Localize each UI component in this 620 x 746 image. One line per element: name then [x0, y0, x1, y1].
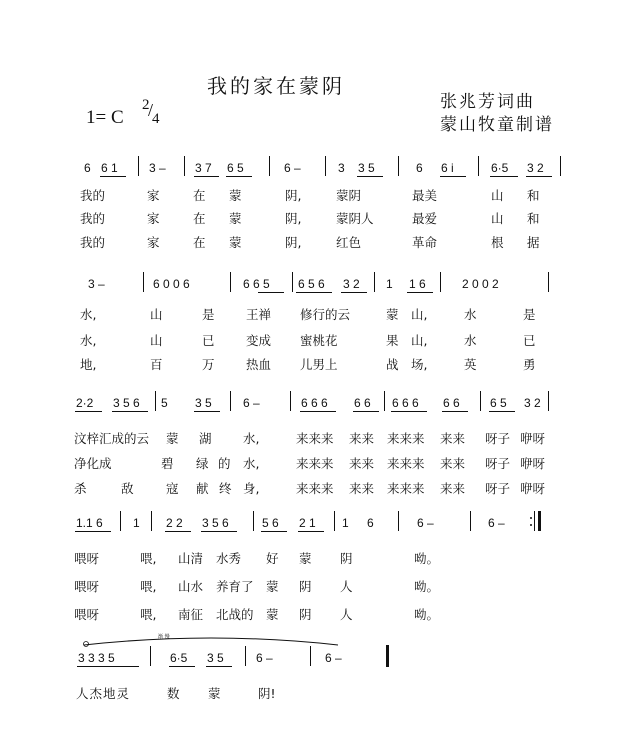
bar-line: [325, 156, 326, 176]
bar-line: [384, 391, 385, 411]
lyric: 蒙: [299, 551, 312, 566]
bar-line: [138, 156, 139, 176]
lyric: 水: [464, 333, 477, 348]
bar-line: [292, 272, 293, 292]
lyric: 水: [464, 307, 477, 322]
note-group: 6 5: [490, 396, 507, 410]
lyric: 数: [167, 686, 180, 701]
beam-line: [298, 531, 324, 532]
beam-line: [526, 176, 552, 177]
beam-line: [226, 176, 252, 177]
beam-line: [391, 411, 427, 412]
lyric: 和: [527, 188, 540, 203]
lyric: 呦。: [414, 551, 440, 566]
note-group: 1: [386, 277, 393, 291]
lyric: 山: [491, 188, 504, 203]
note-group: 1.1 6: [76, 516, 103, 530]
lyric: 来来来: [387, 456, 425, 471]
lyric: 家: [147, 211, 160, 226]
lyric: 家: [147, 235, 160, 250]
note-group: 3 5 6: [113, 396, 140, 410]
note-group: 1: [133, 516, 140, 530]
lyric: 阴: [299, 579, 312, 594]
note-group: 6 5 6: [298, 277, 325, 291]
note-group: 6: [367, 516, 374, 530]
note-group: 6 –: [243, 396, 260, 410]
beam-line: [353, 411, 379, 412]
lyric: 呀子: [485, 481, 511, 496]
beam-line: [490, 176, 518, 177]
lyric: 来来: [440, 456, 466, 471]
note-group: 6 –: [488, 516, 505, 530]
lyric: 阴: [299, 607, 312, 622]
note-group: 5: [161, 396, 168, 410]
bar-line: [398, 156, 399, 176]
lyric: 修行的云: [300, 307, 351, 322]
lyric: 阴!: [258, 686, 276, 701]
lyric: 根: [491, 235, 504, 250]
note-group: 3 7: [195, 161, 212, 175]
lyric: 来来: [349, 431, 375, 446]
note-group: 2 2: [166, 516, 183, 530]
lyric: 蒙: [386, 307, 399, 322]
lyric: 寇: [166, 481, 179, 496]
lyric: 献: [196, 481, 209, 496]
note-group: 6: [84, 161, 91, 175]
note-group: 3 5: [195, 396, 212, 410]
lyric: 来来: [349, 456, 375, 471]
beam-line: [112, 411, 148, 412]
lyric: 来来: [440, 481, 466, 496]
lyric: 红色: [336, 235, 362, 250]
beam-line: [201, 531, 237, 532]
beam-line: [206, 666, 232, 667]
note-group: 3 3 3 5: [78, 651, 115, 665]
bar-line: [230, 272, 231, 292]
lyric: 我的: [80, 188, 106, 203]
note-group: 3: [338, 161, 345, 175]
lyric: 革命: [412, 235, 438, 250]
lyric: 在: [193, 188, 206, 203]
note-group: 3 2: [524, 396, 541, 410]
lyric: 我的: [80, 235, 106, 250]
beam-line: [442, 411, 468, 412]
time-signature-bottom: 4: [152, 111, 160, 127]
note-group: 6 6 6: [301, 396, 328, 410]
beam-line: [261, 531, 287, 532]
lyric: 蒙阴人: [336, 211, 374, 226]
lyric: 喂,: [140, 551, 157, 566]
lyric: 人: [340, 607, 353, 622]
bar-line: [398, 511, 399, 531]
note-group: 6 5: [227, 161, 244, 175]
lyric: 呀子: [485, 456, 511, 471]
bar-line: [548, 391, 549, 411]
lyric: 咿呀: [520, 481, 546, 496]
note-group: 3 5 6: [202, 516, 229, 530]
lyric: 战: [386, 357, 399, 372]
lyric: 呦。: [414, 579, 440, 594]
lyric: 养育了: [216, 579, 254, 594]
lyric: 山水: [178, 579, 204, 594]
beam-line: [100, 176, 126, 177]
lyric: 水,: [80, 307, 97, 322]
bar-line: [230, 391, 231, 411]
note-group: 6·5: [491, 161, 509, 175]
lyric: 蒙: [229, 188, 242, 203]
bar-line: [478, 156, 479, 176]
lyric: 净化成: [74, 456, 112, 471]
bar-line: [253, 511, 254, 531]
note-group: 6 6: [443, 396, 460, 410]
lyric: 蜜桃花: [300, 333, 338, 348]
bar-line: [120, 511, 121, 531]
lyric: 水,: [243, 456, 260, 471]
time-signature-slash: /: [148, 100, 154, 120]
lyric: 汶梓汇成的云: [74, 431, 150, 446]
song-title: 我的家在蒙阴: [207, 74, 345, 98]
beam-line: [357, 176, 383, 177]
lyric: 蒙: [229, 235, 242, 250]
bar-line: [334, 511, 335, 531]
lyric: 喂呀: [74, 607, 100, 622]
note-group: 3 5: [207, 651, 224, 665]
lyric: 山: [150, 307, 163, 322]
lyric: 来来来: [296, 481, 334, 496]
lyric: 杀: [74, 481, 87, 496]
bar-line: [560, 156, 561, 176]
lyric: 在: [193, 235, 206, 250]
time-signature-top: 2: [142, 97, 150, 113]
beam-line: [194, 411, 220, 412]
lyric: 已: [202, 333, 215, 348]
note-group: 6: [416, 161, 423, 175]
lyric: 水秀: [216, 551, 242, 566]
note-group: 2·2: [76, 396, 94, 410]
beam-line: [300, 411, 336, 412]
bar-line: [440, 272, 441, 292]
lyric: 人: [340, 579, 353, 594]
lyric: 是: [202, 307, 215, 322]
beam-line: [407, 292, 433, 293]
note-group: 1: [342, 516, 349, 530]
lyric: 来来来: [296, 431, 334, 446]
beam-line: [75, 411, 102, 412]
lyric: 呦。: [414, 607, 440, 622]
lyric: 喂呀: [74, 551, 100, 566]
note-group: 2 1: [299, 516, 316, 530]
bar-line: [155, 391, 156, 411]
lyric: 阴,: [285, 188, 302, 203]
lyric: 万: [202, 357, 215, 372]
lyric: 蒙: [208, 686, 221, 701]
lyric: 绿: [196, 456, 209, 471]
bar-line: [143, 272, 144, 292]
lyric: 水,: [80, 333, 97, 348]
lyric: 已: [523, 333, 536, 348]
lyric: 身,: [243, 481, 260, 496]
lyric: 阴,: [285, 235, 302, 250]
lyric: 地,: [80, 357, 97, 372]
bar-line: [534, 511, 535, 531]
lyric: 喂,: [140, 579, 157, 594]
bar-line: [290, 391, 291, 411]
lyric: 最美: [412, 188, 438, 203]
lyric: 好: [266, 551, 279, 566]
lyric: 湖: [199, 431, 212, 446]
bar-line: [310, 646, 311, 666]
bar-line: [470, 511, 471, 531]
lyric: 蒙: [229, 211, 242, 226]
lyric: 热血: [246, 357, 272, 372]
note-group: 6 0 0 6: [153, 277, 190, 291]
lyric: 家: [147, 188, 160, 203]
repeat-dot: [530, 524, 532, 526]
note-group: 6 6: [354, 396, 371, 410]
lyric: 来来来: [387, 431, 425, 446]
note-group: 6 –: [256, 651, 273, 665]
beam-line: [75, 531, 111, 532]
note-group: 6 6 5: [243, 277, 270, 291]
beam-line: [169, 666, 195, 667]
note-group: 3 5: [358, 161, 375, 175]
lyric: 山: [150, 333, 163, 348]
note-group: 6 –: [325, 651, 342, 665]
lyric: 在: [193, 211, 206, 226]
lyric: 咿呀: [520, 456, 546, 471]
lyric: 南征: [178, 607, 204, 622]
repeat-dot: [530, 517, 532, 519]
lyric: 据: [527, 235, 540, 250]
beam-line: [440, 176, 466, 177]
lyric: 来来来: [296, 456, 334, 471]
note-group: 3 –: [88, 277, 105, 291]
tempo-mark: 渐 慢: [158, 634, 170, 640]
beam-line: [341, 292, 367, 293]
lyric: 王禅: [246, 307, 272, 322]
note-group: 6 6 6: [392, 396, 419, 410]
slur-arc: [80, 633, 342, 651]
beam-line: [77, 666, 139, 667]
note-group: 6 –: [284, 161, 301, 175]
note-group: 1 6: [409, 277, 426, 291]
note-group: 6 i: [441, 161, 454, 175]
lyric: 蒙: [266, 579, 279, 594]
lyric: 终: [219, 481, 232, 496]
bar-line: [150, 646, 151, 666]
lyric: 咿呀: [520, 431, 546, 446]
note-group: 3 2: [343, 277, 360, 291]
engraver-credit: 蒙山牧童制谱: [440, 115, 554, 135]
lyric: 蒙阴: [336, 188, 362, 203]
bar-line: [151, 511, 152, 531]
lyric: 是: [523, 307, 536, 322]
lyric: 来来来: [387, 481, 425, 496]
beam-line: [296, 292, 332, 293]
lyricist-composer: 张兆芳词曲: [440, 92, 535, 112]
lyric: 喂,: [140, 607, 157, 622]
note-group: 6 1: [101, 161, 118, 175]
bar-line: [184, 156, 185, 176]
lyric: 来来: [440, 431, 466, 446]
lyric: 儿男上: [300, 357, 338, 372]
note-group: 6 –: [417, 516, 434, 530]
lyric: 果: [386, 333, 399, 348]
lyric: 山,: [411, 307, 428, 322]
lyric: 的: [218, 456, 231, 471]
lyric: 北战的: [216, 607, 254, 622]
lyric: 喂呀: [74, 579, 100, 594]
note-group: 6·5: [170, 651, 188, 665]
bar-line: [548, 272, 549, 292]
lyric: 我的: [80, 211, 106, 226]
lyric: 山清: [178, 551, 204, 566]
lyric: 英: [464, 357, 477, 372]
repeat-bar: [538, 511, 541, 531]
bar-line: [245, 646, 246, 666]
note-group: 3 –: [149, 161, 166, 175]
lyric: 阴,: [285, 211, 302, 226]
lyric: 水,: [243, 431, 260, 446]
beam-line: [165, 531, 191, 532]
lyric: 阴: [340, 551, 353, 566]
lyric: 呀子: [485, 431, 511, 446]
lyric: 碧: [161, 456, 174, 471]
lyric: 人杰地灵: [76, 686, 131, 701]
lyric: 勇: [523, 357, 536, 372]
note-group: 3 2: [527, 161, 544, 175]
beam-line: [489, 411, 515, 412]
note-group: 2 0 0 2: [462, 277, 499, 291]
lyric: 敌: [121, 481, 134, 496]
beam-line: [258, 292, 284, 293]
lyric: 山: [491, 211, 504, 226]
final-bar: [386, 645, 389, 667]
bar-line: [374, 272, 375, 292]
lyric: 和: [527, 211, 540, 226]
lyric: 最爱: [412, 211, 438, 226]
lyric: 百: [150, 357, 163, 372]
note-group: 5 6: [262, 516, 279, 530]
bar-line: [269, 156, 270, 176]
lyric: 场,: [411, 357, 428, 372]
lyric: 蒙: [166, 431, 179, 446]
key-signature: 1= C: [86, 107, 124, 128]
lyric: 蒙: [266, 607, 279, 622]
lyric: 山,: [411, 333, 428, 348]
bar-line: [480, 391, 481, 411]
lyric: 变成: [246, 333, 272, 348]
beam-line: [194, 176, 219, 177]
lyric: 来来: [349, 481, 375, 496]
